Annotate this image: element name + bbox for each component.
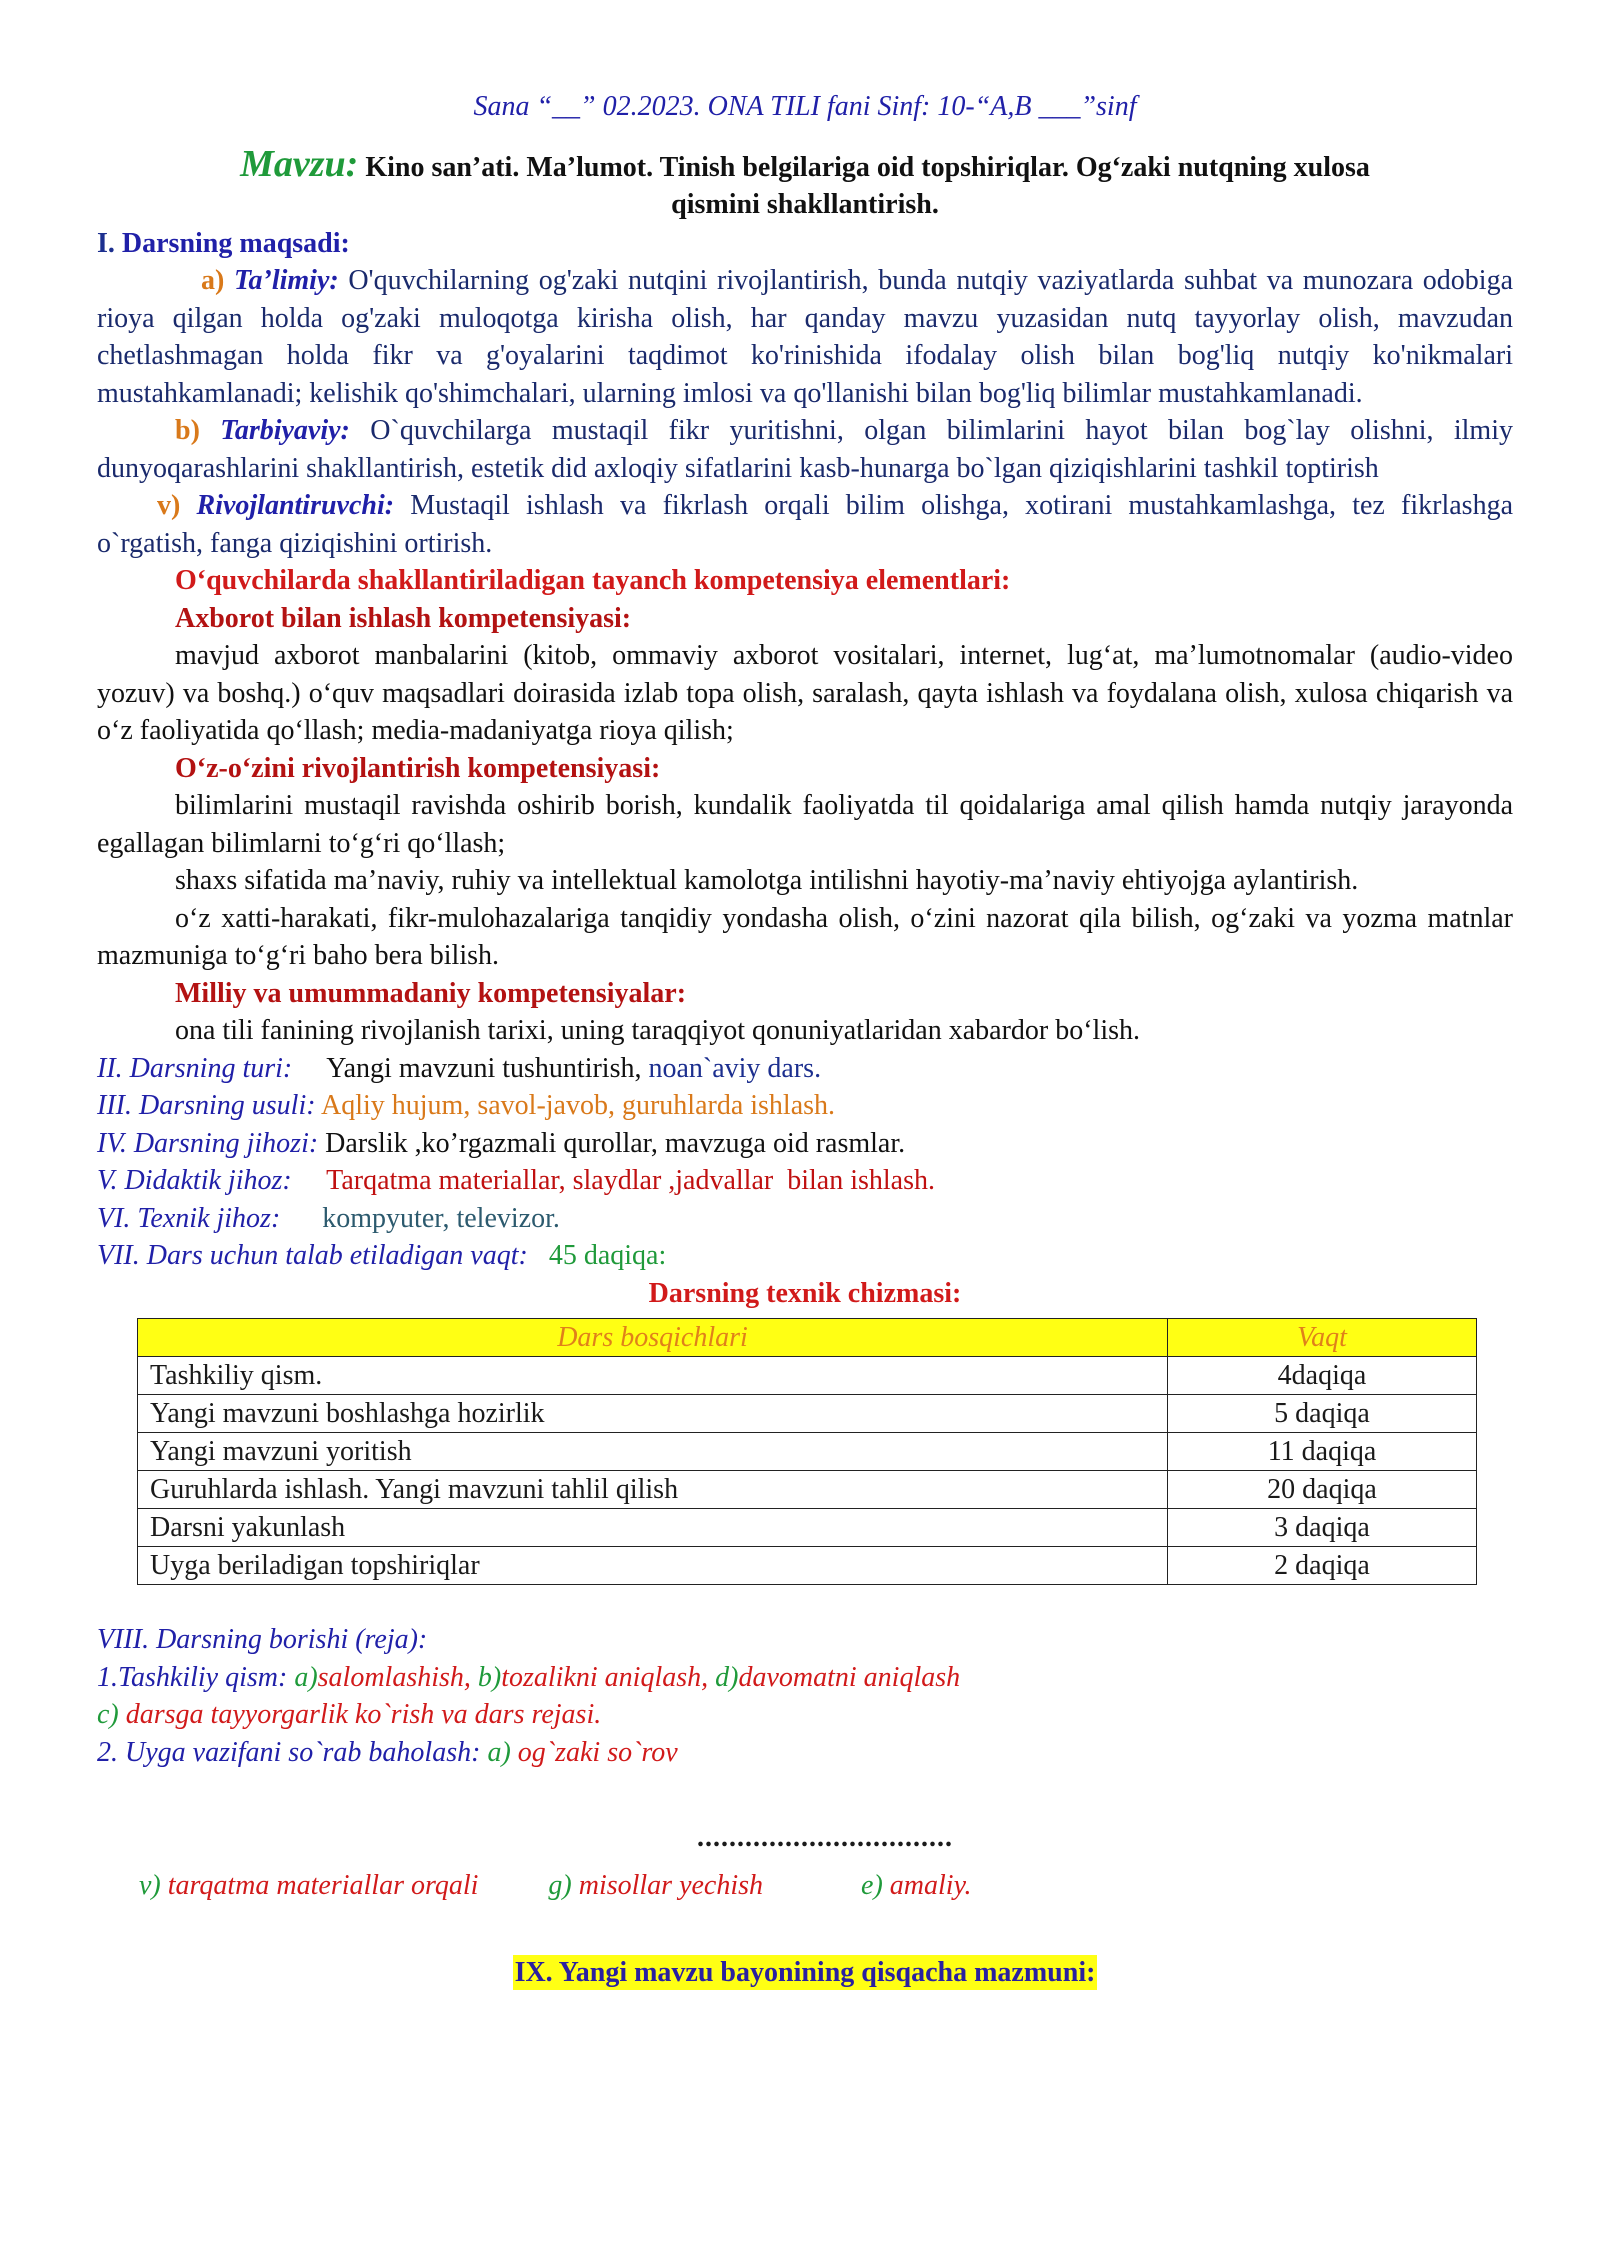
progress-heading: VIII. Darsning borishi (reja): <box>97 1624 428 1655</box>
didactic-equipment: V. Didaktik jihoz: Tarqatma materiallar, slaydlar ,jadvallar bilan ishlash. <box>97 1165 935 1196</box>
time-cell: 5 daqiqa <box>1168 1395 1477 1433</box>
table-row <box>138 1471 1477 1509</box>
dots-separator: ................................ <box>697 1822 953 1853</box>
topic-line1: Kino san’ati. Ma’lumot. Tinish belgilariga oid topshiriqlar. Og‘zaki nutqning xulosa <box>358 151 1370 183</box>
time-cell: 11 daqiqa <box>1168 1433 1477 1471</box>
stages-header: Dars bosqichlari <box>138 1319 1168 1357</box>
step2: 2. Uyga vazifani so`rab baholash: a) og`zaki so`rov <box>97 1736 678 1768</box>
national-competency-text: ona tili fanining rivojlanish tarixi, uning taraqqiyot qonuniyatlaridan xabardor bo‘lish. <box>175 1015 1141 1046</box>
lesson-method: III. Darsning usuli: Aqliy hujum, savol-javob, guruhlarda ishlash. <box>97 1090 836 1121</box>
lesson-progress-section <box>97 1621 1513 1771</box>
step1: 1.Tashkiliy qism: a)salomlashish, b)tozalikni aniqlash, d)davomatni aniqlash <box>97 1661 961 1693</box>
step1-c: c) darsga tayyorgarlik ko`rish va dars rejasi. <box>97 1699 602 1730</box>
goals-heading: I. Darsning maqsadi: <box>97 227 350 259</box>
topic-label: Mavzu: <box>240 142 359 185</box>
self-competency-title: O‘z-o‘zini rivojlantirish kompetensiyasi: <box>175 752 661 784</box>
info-competency-title: Axborot bilan ishlash kompetensiyasi: <box>175 602 632 634</box>
lesson-time: VII. Dars uchun talab etiladigan vaqt: 45 daqiqa: <box>97 1240 667 1271</box>
table-row <box>138 1395 1477 1433</box>
date-line: Sana “__” 02.2023. ONA TILI fani Sinf: 10-“A,B ___”sinf <box>473 91 1137 122</box>
stage-cell: Guruhlarda ishlash. Yangi mavzuni tahlil qilish <box>138 1471 1168 1509</box>
final-heading: IX. Yangi mavzu bayonining qisqacha mazmuni: <box>514 1957 1096 1988</box>
time-header: Vaqt <box>1168 1319 1477 1357</box>
table-row <box>138 1357 1477 1395</box>
self-competency-text1: bilimlarini mustaqil ravishda oshirib borish, kundalik faoliyatda til qoidalariga amal qilish hamda nutqiy jarayonda egallagan bilimlarni to‘g‘ri qo‘llash; <box>97 790 1513 859</box>
time-cell: 4daqiqa <box>1168 1357 1477 1395</box>
stage-cell: Yangi mavzuni boshlashga hozirlik <box>138 1395 1168 1433</box>
stage-cell: Darsni yakunlash <box>138 1509 1168 1547</box>
topic-heading <box>97 142 1513 223</box>
table-row <box>138 1547 1477 1585</box>
table-row <box>138 1433 1477 1471</box>
topic-line2: qismini shakllantirish. <box>671 188 939 220</box>
table-header-row <box>138 1319 1477 1357</box>
info-competency-text: mavjud axborot manbalarini (kitob, ommaviy axborot vositalari, internet, lug‘at, ma’lumotnomalar (audio-video yozuv) va boshq.) o‘quv maqsadlari doirasida izlab topa olish, saralash, qayta ishlash va foydalana olish, xulosa chiqarish va o‘z faoliyatida qo‘llash; media-madaniyatga rioya qilish; <box>97 640 1513 746</box>
goal-a: a) Ta’limiy: O'quvchilarning og'zaki nutqini rivojlantirish, bunda nutqiy vaziyatlarda suhbat va munozara odobiga rioya qilgan holda og'zaki muloqotga kirisha olish, har qanday mavzu yuzasidan nutq tayyorlay olish, mavzudan chetlashmagan holda fikr va g'oyalarini taqdimot ko'rinishida ifodalay olish bilan bog'liq nutqiy ko'nikmalari mustahkamlanadi; kelishik qo'shimchalari, ularning imlosi va qo'llanishi bilan bog'liq bilimlar mustahkamlanadi. <box>97 265 1513 409</box>
table-row <box>138 1509 1477 1547</box>
competencies-title: O‘quvchilarda shakllantiriladigan tayanch kompetensiya elementlari: <box>175 565 1011 596</box>
final-heading-line <box>97 1954 1513 1992</box>
extra-options: v) tarqatma materiallar orqali g) misollar yechish e) amaliy. <box>139 1869 972 1901</box>
stage-cell: Uyga beriladigan topshiriqlar <box>138 1547 1168 1585</box>
goal-v: v) Rivojlantiruvchi: Mustaqil ishlash va fikrlash orqali bilim olishga, xotirani mustahkamlashga, tez fikrlashga o`rgatish, fanga qiziqishini ortirish. <box>97 490 1513 559</box>
lesson-stages-table <box>137 1318 1477 1585</box>
lesson-type: II. Darsning turi: Yangi mavzuni tushuntirish, noan`aviy dars. <box>97 1052 822 1084</box>
self-competency-text2: shaxs sifatida ma’naviy, ruhiy va intellektual kamolotga intilishni hayotiy-ma’naviy ehtiyojga aylantirish. <box>175 865 1359 896</box>
goal-b: b) Tarbiyaviy: O`quvchilarga mustaqil fikr yuritishni, olgan bilimlarini hayot bilan bog`lay olishni, ilmiy dunyoqarashlarini shakllantirish, estetik did axloqiy sifatlarini kasb-hunarga bo`lgan qiziqishlarini tashkil toptirish <box>97 415 1513 484</box>
lesson-plan-page <box>97 88 1513 1992</box>
self-competency-text3: o‘z xatti-harakati, fikr-mulohazalariga tanqidiy yondasha olish, o‘zini nazorat qila bilish, og‘zaki va yozma matnlar mazmuniga to‘g‘ri baho bera bilish. <box>97 902 1513 971</box>
stage-cell: Yangi mavzuni yoritish <box>138 1433 1168 1471</box>
lesson-equipment: IV. Darsning jihozi: Darslik ,ko’rgazmali qurollar, mavzuga oid rasmlar. <box>97 1127 906 1159</box>
time-cell: 2 daqiqa <box>1168 1547 1477 1585</box>
stage-cell: Tashkiliy qism. <box>138 1357 1168 1395</box>
technical-equipment: VI. Texnik jihoz: kompyuter, televizor. <box>97 1202 560 1234</box>
time-cell: 20 daqiqa <box>1168 1471 1477 1509</box>
national-competency-title: Milliy va umummadaniy kompetensiyalar: <box>175 977 687 1009</box>
chart-title: Darsning texnik chizmasi: <box>648 1277 962 1309</box>
time-cell: 3 daqiqa <box>1168 1509 1477 1547</box>
